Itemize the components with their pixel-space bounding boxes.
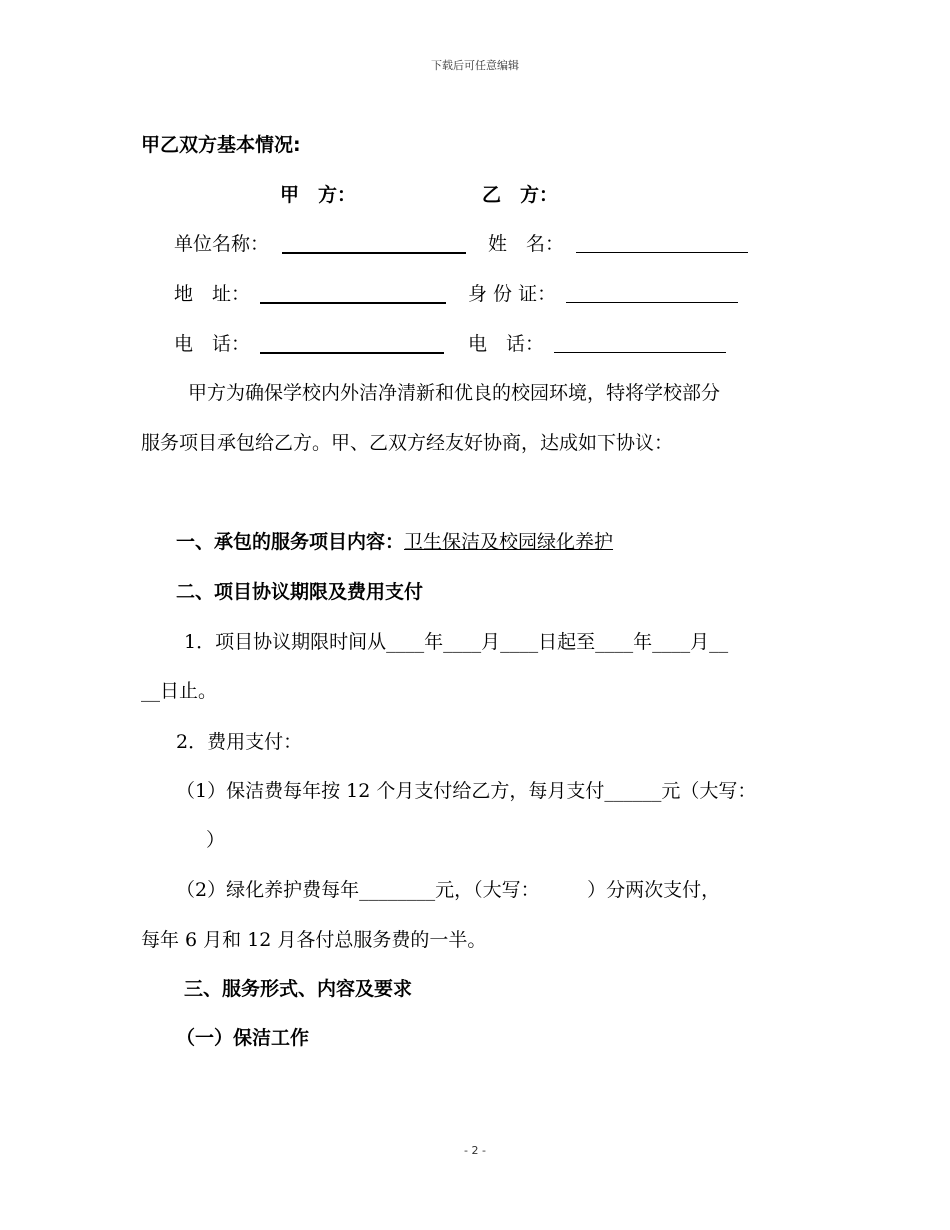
page-header: 下载后可任意编辑: [431, 59, 519, 72]
intro-line-1: 甲方为确保学校内外洁净清新和优良的校园环境，特将学校部分: [188, 382, 721, 404]
fee2-line-2: 每年 6 月和 12 月各付总服务费的一半。: [141, 929, 487, 951]
fee1-line-1: （1）保洁费每年按 12 个月支付给乙方，每月支付______元（大写：: [176, 780, 757, 802]
unit-name-label: 单位名称：: [174, 233, 270, 255]
page-number: - 2 -: [464, 1144, 486, 1157]
address-label: 地 址：: [174, 283, 251, 305]
id-card-blank: [566, 302, 738, 303]
item3-sub1: （一）保洁工作: [176, 1027, 310, 1049]
phone-b-label: 电 话：: [468, 333, 545, 355]
term-line-2: __日止。: [141, 680, 218, 702]
term-line-1: 1．项目协议期限时间从____年____月____日起至____年____月__: [184, 631, 729, 653]
name-label: 姓 名：: [488, 233, 565, 255]
item2-title: 二、项目协议期限及费用支付: [176, 581, 424, 603]
party-a-label: 甲 方：: [280, 184, 357, 206]
phone-a-blank: [260, 352, 444, 354]
phone-a-label: 电 话：: [174, 333, 251, 355]
item1-value: 卫生保洁及校园绿化养护: [404, 531, 614, 553]
item3-title: 三、服务形式、内容及要求: [184, 978, 413, 1000]
fee2-line-1: （2）绿化养护费每年________元，（大写： ）分两次支付，: [176, 879, 721, 901]
fee-title: 2．费用支付：: [176, 731, 303, 753]
intro-line-2: 服务项目承包给乙方。甲、乙双方经友好协商，达成如下协议：: [141, 432, 674, 454]
name-blank: [576, 252, 748, 253]
fee1-line-2: ）: [206, 829, 226, 851]
party-b-label: 乙 方：: [482, 184, 559, 206]
phone-b-blank: [554, 352, 726, 353]
address-blank: [260, 302, 446, 304]
basic-info-title: 甲乙双方基本情况:: [141, 134, 301, 156]
unit-name-blank: [282, 252, 466, 254]
id-card-label: 身 份 证：: [468, 283, 557, 305]
item1-label: 一、承包的服务项目内容：: [176, 531, 405, 553]
